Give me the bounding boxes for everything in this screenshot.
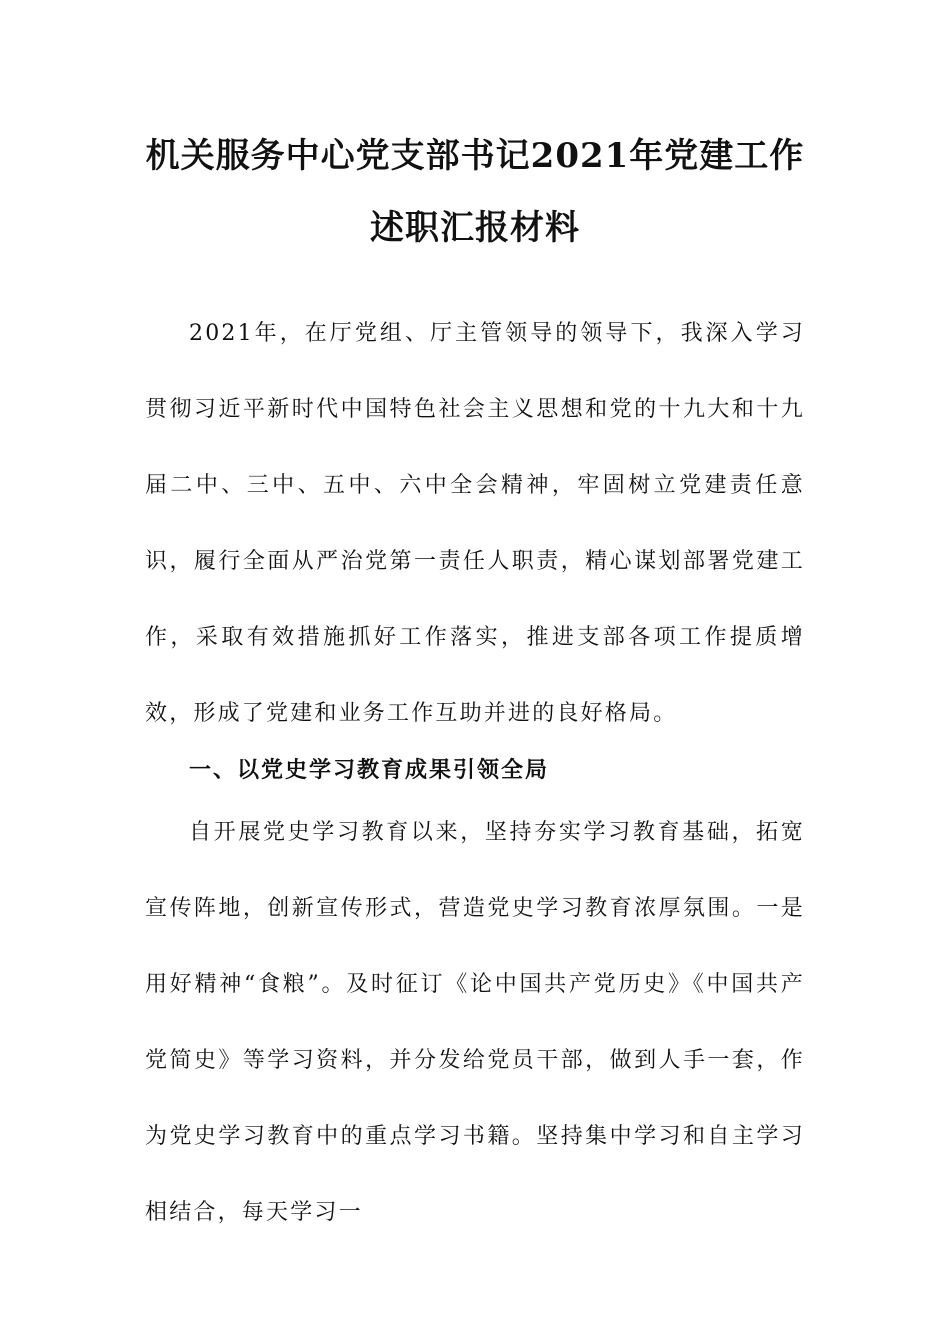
document-title-line-1: 机关服务中心党支部书记2021年党建工作 — [145, 136, 805, 176]
section-heading-1: 一、以党史学习教育成果引领全局 — [189, 758, 550, 783]
document-title-line-2: 述职汇报材料 — [370, 208, 580, 248]
paragraph-section-1: 自开展党史学习教育以来，坚持夯实学习教育基础，拓宽宣传阵地，创新宣传形式，营造党史学习教育浓厚氛围。一是用好精神“食粮”。及时征订《论中国共产党历史》《中国共产党简史》等学习资料，并分发给党员干部，做到人手一套，作为党史学习教育中的重点学习书籍。坚持集中学习和自主学习相结合，每天学习一 — [145, 820, 805, 1225]
paragraph-intro: 2021年，在厅党组、厅主管领导的领导下，我深入学习贯彻习近平新时代中国特色社会主义思想和党的十九大和十九届二中、三中、五中、六中全会精神，牢固树立党建责任意识，履行全面从严治党第一责任人职责，精心谋划部署党建工作，采取有效措施抓好工作落实，推进支部各项工作提质增效，形成了党建和业务工作互助并进的良好格局。 — [145, 321, 805, 726]
